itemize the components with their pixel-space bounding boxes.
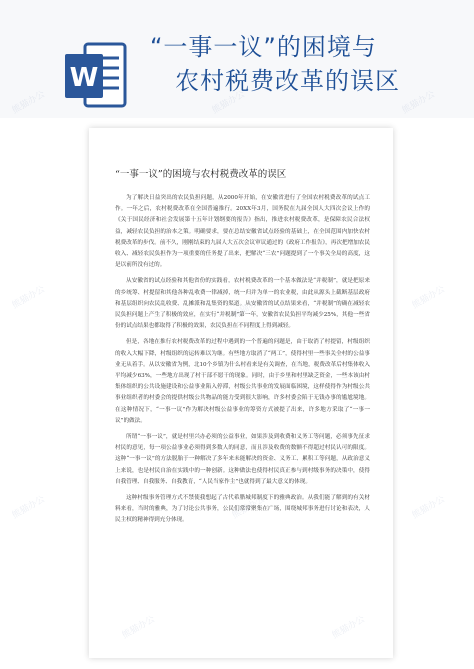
paragraph: 从安徽省的试点经验和其他省份的实践看，农村税费改革的一个基本做法是“并税制”，就是把原来的乡统筹、村提留和其他各种乱收费一律减掉，统一归并为单一的农业税，由此从源头上截断基层政府和基层组织向农民乱收费、乱摊派和乱集资的渠道。从安徽省的试点结果来看，“并税制”的确在减轻农民负担问题上产生了积极的效应，在实行“并税制”第一年，安徽省农民负担平均减少25%，其他一些省份的试点结果也都取得了积极的效果，农民负担在不同程度上得到减轻。 — [115, 278, 370, 330]
paragraph: 所谓“一事一议”，就是村里兴办必须的公益事业，如果涉及到收费和义务工等问题，必须事先征求村民的意见，每一项公益事业必须得到多数人的同意，而且涉及收费的数额不得超过村民认可的限度。这种“一事一议”的方法脱胎于一种解决了多年来未能解决的资金、义务工、累积工等问题，从政治意义上来说，也是村民自治在实践中的一种创新。这种做法也使得村民真正参与到村级事务的决策中，使得自我管理、自我服务、自我教育，“人民当家作主”也就得到了最大意义的体现。 — [115, 434, 370, 485]
banner-title — [150, 30, 470, 98]
word-document-icon — [63, 40, 127, 110]
document-body — [115, 193, 370, 532]
banner-title-line1: “一事一议”的困境与 — [150, 33, 377, 61]
paragraph: 这种村级事务管理方式不禁使我想起了古代希腊城邦制度下的雅典政治。从我们能了解到的有关材料来看，当时的雅典，为了讨论公共事务，公民们常常聚集在广场，围绕城邦事务进行讨论和表决，人民主权的精神得到充分体现。 — [115, 495, 370, 524]
word-icon-letter: W — [69, 63, 99, 93]
paragraph: 为了解决日益突出的农民负担问题，从2000年开始，在安徽省进行了全国农村税费改革的试点工作。一年之后，农村税费改革在全国普遍推行。20XX年3月，国务院在九届全国人大四次会议上作的《关于国民经济和社会发展第十五年计划纲要的报告》指出，推进农村税费改革，是保障农民合法权益，减轻农民负担的治本之策。明确要求，要在总结安徽省试点经验的基础上，在全国范围内加快农村税费改革的步伐。前不久，刚刚结束的九届人大五次会议审议通过的《政府工作报告》，再次把增加农民收入、减轻农民负担作为一项重要的任务提了出来，把解决“三农”问题提到了一个事关全局的高度，这是以前所没有过的。 — [115, 195, 370, 269]
watermark: 熊猫办公 — [10, 494, 47, 522]
watermark: 熊猫办公 — [410, 494, 447, 522]
banner — [0, 0, 474, 118]
watermark: 熊猫办公 — [10, 284, 47, 312]
banner-title-line2: 农村税费改革的误区 — [175, 67, 400, 95]
paragraph: 但是，各地在推行农村税费改革的过程中遇到的一个普遍的问题是，由于取消了村提留，村级组织的收入大幅下降，村级组织的运转难以为继。有些地方取消了“两工”，使得村里一些事关全村的公益事业无从着手。从以安徽省为例，北10个乡镇为什么村看来是有关调查，在当地，税费改革后村集体收入平均减少63%，一些地方出现了村干部不愿干的现象。同时，由于乡里和村里缺乏资金，一些本该由村集体组织的公共设施建设和公益事业陷入停滞，村级公共事业的发展面临困境，这样使得作为村级公共事业组织者的村委会的提供村级公共物品的能力受到很大影响，许多村委会陷于无钱办事的尴尬境地。在这种情况下，“一事一议”作为解决村级公益事业的筹资方式被提了出来，许多地方采取了“一事一议”的做法。 — [115, 339, 370, 424]
document-title: “一事一议”的困境与农村税费改革的误区 — [115, 169, 287, 180]
document-page — [89, 128, 393, 658]
watermark: 熊猫办公 — [410, 284, 447, 312]
